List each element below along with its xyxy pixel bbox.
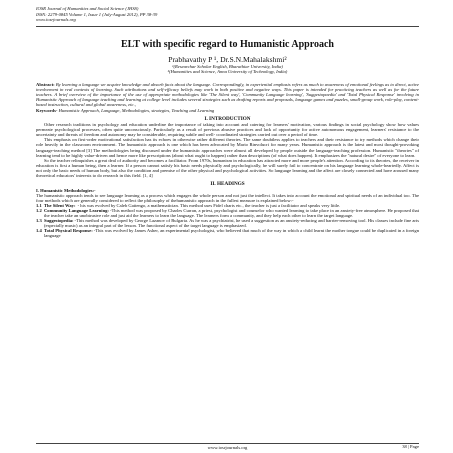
page-number: 38 | Page [402,444,419,449]
keywords-text: Humanistic Approach, Language, Methodologies, strategies, Teaching and Learning [57,108,215,114]
methodologies-intro: The humanistic approach tends to see language learning as a process which engages the whole person and not just the intellect. It takes into account the emotional and spiritual needs of an individual too. The four methods which are generally considered to reflect the philosophy of thehumanistic approach in the fullest measure is explained below:- [36,192,419,204]
intro-paragraph-2: This emphasis on first-order motivational satisfaction has its echoes in otherwise rather different theories. The same doubtless applies to teachers and their resistance to try methods which change their role heavily in the classroom environment. The humanistic approach is one which has been advocated by Mario Rinvolucri for many years. Humanistic approach is the latest and most thought-provoking language-teaching method [3] The methodologies being discussed under the humanistic approaches were almost all developed by people outside the language-teaching profession. Humanistic "theories" of learning tend to be highly value-driven and hence more like prescriptions (about what ought to happen) rather than descriptions (of what does happen). It emphasizes the "natural desire" of everyone to learn. [36,137,419,158]
page-footer [36,443,419,450]
item-name: Community Language Learning: [43,208,109,214]
paper-title: ELT with specific regard to Humanistic Approach [121,38,334,50]
intro-paragraph-3: So the teacher relinquishes a great deal of authority and becomes a facilitator. From 1970s, humanism in education has attracted more and more people's attention. According to its theories, the receiver in education is first a human being, then a learner. If a person cannot satisfy his basic needs physically and psychologically, he will surely fail to concentrate on his language learning whole-heartedly. Affect is not only the basic needs of human body, but also the condition and premise of the other physical and psychological activities. So language learning and the affect are closely connected and have aroused many theoretical educators' interests to do research in this field. [1, 4] [36,157,419,178]
abstract-label: Abstract: [36,81,55,87]
footer-url[interactable]: www.iosrjournals.org [207,445,248,450]
item-name: Total Physical Response: [44,228,93,234]
section-heading-introduction: I. INTRODUCTION [204,116,251,123]
affiliation-1: ¹(Researchar Scholar English, Bharathiar University, India) [172,63,283,69]
item-number: 1.2 [36,208,42,214]
keywords [36,108,419,113]
item-text: - his was evolved by Caleb Gattengo, a mathematician. This method uses Fidel charts etc., the teacher is just a facilitator and speaks very little. [76,203,341,209]
section-heading-headings: II. HEADINGS [210,180,245,187]
subheading-methodologies: I. Humanistic Methodologies:- [36,187,96,193]
method-item-suggestopedia [36,218,419,228]
item-name: The Silent Way: [43,203,76,209]
journal-issn: ISSN: 2279-0845 Volume 1, Issue 1 (July-August 2012), PP 38-39 [36,11,158,17]
abstract-text: By learning a language we acquire knowledge and absorb facts about the language. Correspondingly, in experiential emphasis refers as much to awareness of emotional feelings as to direct, active involvement in real contexts of learning. Such attributions and self-efficacy beliefs may work in both positive and negative ways. This paper is intended for practicing teachers as well as for the future teachers. A brief overview of the importance of the use of appropriate methodologies like 'The Silent way', 'Community Language learning', 'Suggestopaedia' and 'Total Physical Response' involving in Humanistic Approach of language teaching and learning at college level includes several strategies such as drafting reports and proposals, language games and puzzles, small-group work, role-play, content-based instruction, cultural and global awareness, etc., [36,81,419,107]
keywords-label: Keywords- [36,108,58,114]
journal-header [36,6,419,27]
item-name: Suggestopedia: [43,218,74,224]
item-text: -This method was proposed by Charles Curran, a priest, psychologist and counselor who wanted learning to take place in an anxiety-free atmosphere. He proposed that the teacher take an unobtrusive role and just aid the learners to learn the language. The learners form a community, and they help each other to learn the target language. [44,208,420,219]
journal-url[interactable]: www.iosrjournals.org [36,17,76,23]
method-item-community-language-learning [36,208,419,218]
journal-name: IOSR Journal of Humanities and Social Science (JHSS) [36,6,139,11]
item-number: 1.1 [36,203,42,209]
affiliation-2: ²(Humanities and Science, Anna University of Technology, India) [167,69,288,75]
footer-divider [36,443,419,444]
item-text: -This method was developed by George Lazanov of Bulgaria. As he was a psychiatrist, he used a suggestion as an anxiety-reducing and barrier-removing tool. His classes include fine arts (especially music) as an integral part of the lesson. The functional aspect of the target language is emphasized. [44,218,419,229]
item-number: 1.3 [36,218,42,224]
intro-paragraph-1: Other research traditions in psychology and education underline the importance of taking into account and catering for learners' motivation, various findings in social psychology show how values permeate psychological processes, often quite unconsciously. Particularly as a result of previous abusive practices and lack of opportunity for active autonomous engagement, learners' resistance to the uncertainty and threats of freedom and autonomy may be considerable, requiring subtle and well- coordinated strategies carried out over a period of time. [36,122,419,138]
header-divider [36,26,419,27]
item-text: -This was evolved by James Asher, an experimental psychologist, who believed that much of the way in which a child learnt the mother tongue could be duplicated in a foreign language [44,228,419,239]
item-number: 1.4 [36,228,42,234]
method-item-total-physical-response [36,228,419,238]
paper-authors: Prabhavathy P ¹, Dr.S.N.Mahalakshmi² [168,54,287,64]
abstract [36,82,419,107]
